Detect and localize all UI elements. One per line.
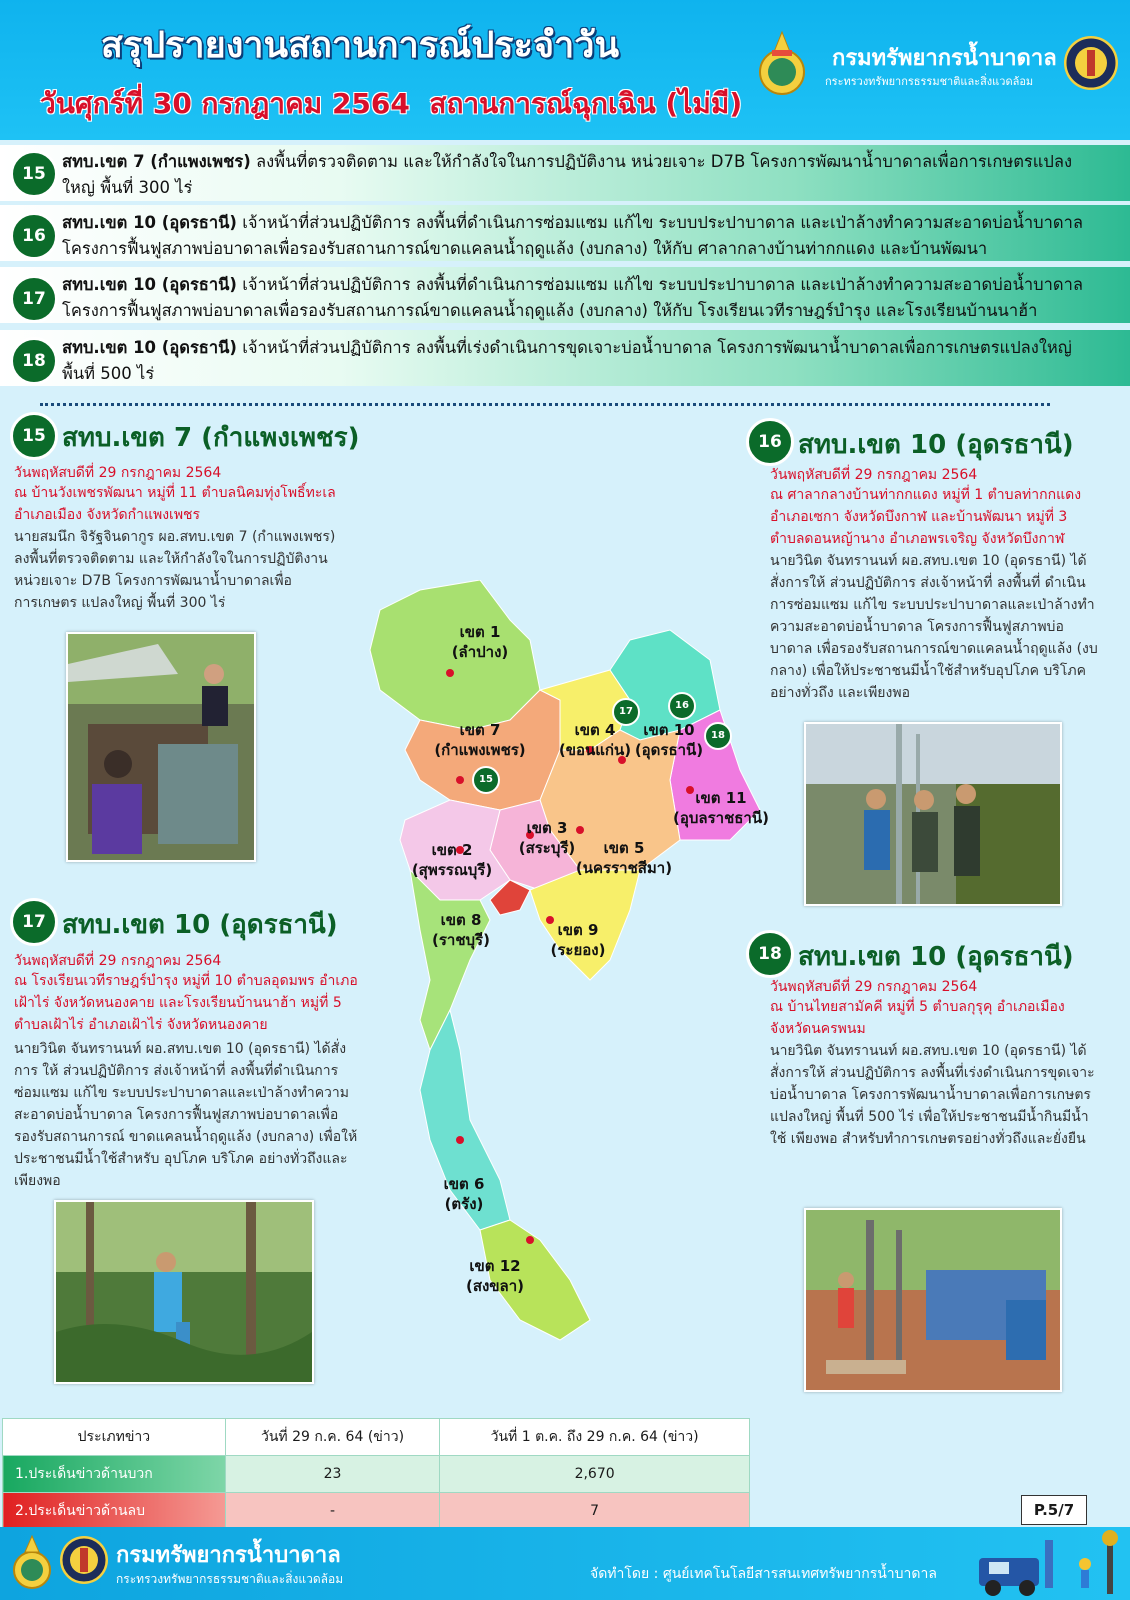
section-body: นายวินิต จันทรานนท์ ผอ.สทบ.เขต 10 (อุดรธานี) ได้สั่งการให้ ส่วนปฏิบัติการ ลงพื้นที่เร่งดำเนินการขุดเจาะ บ่อน้ำบาดาล โครงการพัฒนาน้ำบาดาลเพื่อการเกษตร แปลงใหญ่ พื้นที่ 500 ไร่ เพื่อให้ประชาชนมีน้ำกินมีน้ำใช้ เพียงพอ สำหรับทำการเกษตรอย่างทั่วถึงและยั่งยืน bbox=[770, 1043, 1095, 1147]
map-label-region-5: เขต 5 (นครราชสีมา) bbox=[575, 839, 673, 877]
section-location: ณ ศาลากลางบ้านท่ากกแดง หมู่ที่ 1 ตำบลท่ากกแดง อำเภอเซกา จังหวัดบึงกาฬ และบ้านพัฒนา หมู่ที่ 3 ตำบลดอนหญ้านาง อำเภอพรเจริญ จังหวัดบึงกาฬ bbox=[770, 487, 1082, 547]
news-detail: เจ้าหน้าที่ส่วนปฏิบัติการ ลงพื้นที่เร่งดำเนินการขุดเจาะบ่อน้ำบาดาล โครงการพัฒนาน้ำบาดาลเพื่อการเกษตรแปลงใหญ่ พื้นที่ 500 ไร่ bbox=[62, 338, 1072, 383]
map-label-region-9: เขต 9 (ระยอง) bbox=[550, 921, 606, 959]
section-badge: 15 bbox=[10, 412, 58, 460]
map-label-region-7: เขต 7 (กำแพงเพชร) bbox=[434, 721, 526, 759]
news-number-badge: 16 bbox=[10, 212, 58, 260]
news-office: สทบ.เขต 10 (อุดรธานี) bbox=[62, 213, 237, 232]
map-label-region-4: เขต 4 (ขอนแก่น) bbox=[558, 721, 632, 759]
section-17-photo bbox=[54, 1200, 314, 1384]
section-15-photo bbox=[66, 632, 256, 862]
news-number-badge: 17 bbox=[10, 275, 58, 323]
news-office: สทบ.เขต 10 (อุดรธานี) bbox=[62, 275, 237, 294]
section-title: สทบ.เขต 7 (กำแพงเพชร) bbox=[62, 423, 360, 453]
map-marker-16: 16 bbox=[668, 692, 696, 720]
section-location: ณ บ้านวังเพชรพัฒนา หมู่ที่ 11 ตำบลนิคมทุ่งโพธิ์ทะเล อำเภอเมือง จังหวัดกำแพงเพชร bbox=[14, 485, 336, 523]
thailand-region-map bbox=[360, 580, 780, 1350]
news-text bbox=[62, 335, 1102, 387]
report-title: สรุปรายงานสถานการณ์ประจำวัน bbox=[100, 25, 620, 66]
news-text bbox=[62, 272, 1102, 324]
section-title: สทบ.เขต 10 (อุดรธานี) bbox=[798, 942, 1074, 972]
map-marker-18: 18 bbox=[704, 722, 732, 750]
section-date: วันพฤหัสบดีที่ 29 กรกฎาคม 2564 bbox=[14, 465, 222, 481]
news-detail: เจ้าหน้าที่ส่วนปฏิบัติการ ลงพื้นที่ดำเนินการซ่อมแซม แก้ไข ระบบประปาบาดาล และเป่าล้างทำความสะอาดบ่อน้ำบาดาล โครงการฟื้นฟูสภาพบ่อบาดาลเพื่อรองรับสถานการณ์ขาดแคลนน้ำฤดูแล้ง (งบกลาง) ให้กับ โรงเรียนเวทีราษฎร์บำรุง และโรงเรียนบ้านนาฮ้า bbox=[62, 275, 1083, 320]
section-title: สทบ.เขต 10 (อุดรธานี) bbox=[62, 910, 338, 940]
footer-department-name: กรมทรัพยากรน้ำบาดาล bbox=[116, 1543, 341, 1568]
stats-negative-total: 7 bbox=[440, 1493, 750, 1530]
province-dot bbox=[446, 669, 454, 677]
province-dot bbox=[456, 776, 464, 784]
department-seal-icon bbox=[754, 30, 810, 96]
stats-header-day: วันที่ 29 ก.ค. 64 (ข่าว) bbox=[225, 1419, 439, 1456]
section-16-photo bbox=[804, 722, 1062, 906]
stats-positive-total: 2,670 bbox=[440, 1456, 750, 1493]
province-dot bbox=[526, 1236, 534, 1244]
report-date: วันศุกร์ที่ 30 กรกฎาคม 2564 bbox=[40, 87, 410, 120]
map-marker-17: 17 bbox=[612, 698, 640, 726]
section-body: นายวินิต จันทรานนท์ ผอ.สทบ.เขต 10 (อุดรธานี) ได้สั่งการ ให้ ส่วนปฏิบัติการ ส่งเจ้าหน้าที่ ลงพื้นที่ดำเนินการซ่อมแซม แก้ไข ระบบประปาบาดาลและเป่าล้างทำความสะอาดบ่อน้ำบาดาล โครงการฟื้นฟูสภาพบ่อบาดาลเพื่อรองรับสถานการณ์ ขาดแคลนน้ำฤดูแล้ง (งบกลาง) เพื่อให้ประชาชนมีน้ำใช้สำหรับ อุปโภค บริโภค อย่างทั่วถึงและเพียงพอ bbox=[14, 1041, 358, 1189]
stats-positive-label: 1.ประเด็นข่าวด้านบวก bbox=[3, 1456, 226, 1493]
section-date: วันพฤหัสบดีที่ 29 กรกฎาคม 2564 bbox=[770, 467, 978, 483]
news-text bbox=[62, 149, 1102, 201]
map-label-region-6: เขต 6 (ตรัง) bbox=[443, 1175, 485, 1213]
map-marker-15: 15 bbox=[472, 766, 500, 794]
section-date: วันพฤหัสบดีที่ 29 กรกฎาคม 2564 bbox=[14, 953, 222, 969]
map-label-region-10: เขต 10 (อุดรธานี) bbox=[634, 721, 704, 759]
footer-department-seal-icon bbox=[10, 1534, 54, 1592]
stats-header-total: วันที่ 1 ต.ค. ถึง 29 ก.ค. 64 (ข่าว) bbox=[440, 1419, 750, 1456]
report-date-line bbox=[40, 82, 743, 126]
section-badge: 16 bbox=[746, 418, 794, 466]
province-dot bbox=[456, 1136, 464, 1144]
map-label-region-12: เขต 12 (สงขลา) bbox=[465, 1257, 525, 1295]
map-label-region-8: เขต 8 (ราชบุรี) bbox=[432, 911, 490, 949]
section-divider bbox=[40, 403, 1050, 406]
ministry-emblem-icon bbox=[1064, 36, 1118, 90]
section-badge: 17 bbox=[10, 898, 58, 946]
footer-ministry-emblem-icon bbox=[60, 1536, 108, 1584]
section-body: นายสมนึก จิรัฐจินดากูร ผอ.สทบ.เขต 7 (กำแพงเพชร) ลงพื้นที่ตรวจติดตาม และให้กำลังใจในการปฏิบัติงาน หน่วยเจาะ D7B โครงการพัฒนาน้ำบาดาลเพื่อการเกษตร แปลงใหญ่ พื้นที่ 300 ไร่ bbox=[14, 529, 336, 611]
news-stats-table bbox=[2, 1418, 750, 1530]
section-badge: 18 bbox=[746, 930, 794, 978]
stats-positive-day: 23 bbox=[225, 1456, 439, 1493]
section-location: ณ โรงเรียนเวทีราษฎร์บำรุง หมู่ที่ 10 ตำบลอุดมพร อำเภอเฝ้าไร่ จังหวัดหนองคาย และโรงเรียนบ้านนาฮ้า หมู่ที่ 5 ตำบลเฝ้าไร่ อำเภอเฝ้าไร่ จังหวัดหนองคาย bbox=[14, 973, 358, 1033]
section-date: วันพฤหัสบดีที่ 29 กรกฎาคม 2564 bbox=[770, 979, 978, 995]
stats-header-type: ประเภทข่าว bbox=[3, 1419, 226, 1456]
emergency-status: สถานการณ์ฉุกเฉิน (ไม่มี) bbox=[429, 87, 743, 120]
section-body: นายวินิต จันทรานนท์ ผอ.สทบ.เขต 10 (อุดรธานี) ได้สั่งการให้ ส่วนปฏิบัติการ ส่งเจ้าหน้าที่ ลงพื้นที่ ดำเนินการซ่อมแซม แก้ไข ระบบประปาบาดาลและเป่าล้างทำ ความสะอาดบ่อน้ำบาดาล โครงการฟื้นฟูสภาพบ่อบาดาล เพื่อรองรับสถานการณ์ขาดแคลนน้ำฤดูแล้ง (งบกลาง) เพื่อให้ประชาชนมีน้ำใช้สำหรับอุปโภค บริโภค อย่างทั่วถึง และเพียงพอ bbox=[770, 553, 1098, 701]
section-18-photo bbox=[804, 1208, 1062, 1392]
footer-ministry-name: กระทรวงทรัพยากรธรรมชาติและสิ่งแวดล้อม bbox=[116, 1572, 344, 1586]
map-label-region-1: เขต 1 (ลำปาง) bbox=[451, 623, 509, 661]
news-office: สทบ.เขต 10 (อุดรธานี) bbox=[62, 338, 237, 357]
header-department-name: กรมทรัพยากรน้ำบาดาล bbox=[832, 46, 1057, 71]
page-number: P.5/7 bbox=[1021, 1495, 1087, 1525]
news-detail: ลงพื้นที่ตรวจติดตาม และให้กำลังใจในการปฏิบัติงาน หน่วยเจาะ D7B โครงการพัฒนาน้ำบาดาลเพื่อการเกษตรแปลงใหญ่ พื้นที่ 300 ไร่ bbox=[62, 152, 1073, 197]
map-label-region-3: เขต 3 (สระบุรี) bbox=[518, 819, 576, 857]
section-location: ณ บ้านไทยสามัคคี หมู่ที่ 5 ตำบลกุรุคุ อำเภอเมือง จังหวัดนครพนม bbox=[770, 999, 1065, 1037]
news-detail: เจ้าหน้าที่ส่วนปฏิบัติการ ลงพื้นที่ดำเนินการซ่อมแซม แก้ไข ระบบประปาบาดาล และเป่าล้างทำความสะอาดบ่อน้ำบาดาล โครงการฟื้นฟูสภาพบ่อบาดาลเพื่อรองรับสถานการณ์ขาดแคลนน้ำฤดูแล้ง (งบกลาง) ให้กับ ศาลากลางบ้านท่ากกแดง และบ้านพัฒนา bbox=[62, 213, 1083, 258]
stats-negative-label: 2.ประเด็นข่าวด้านลบ bbox=[3, 1493, 226, 1530]
news-office: สทบ.เขต 7 (กำแพงเพชร) bbox=[62, 152, 251, 171]
footer-credit: จัดทำโดย : ศูนย์เทคโนโลยีสารสนเทศทรัพยากรน้ำบาดาล bbox=[590, 1566, 937, 1582]
news-text bbox=[62, 210, 1102, 262]
map-label-region-2: เขต 2 (สุพรรณบุรี) bbox=[411, 841, 493, 879]
stats-negative-day: - bbox=[225, 1493, 439, 1530]
news-number-badge: 15 bbox=[10, 150, 58, 198]
section-title: สทบ.เขต 10 (อุดรธานี) bbox=[798, 430, 1074, 460]
drilling-truck-icon bbox=[975, 1530, 1125, 1598]
header-ministry-name: กระทรวงทรัพยากรธรรมชาติและสิ่งแวดล้อม bbox=[825, 75, 1034, 88]
map-label-region-11: เขต 11 (อุบลราชธานี) bbox=[673, 789, 769, 827]
news-number-badge: 18 bbox=[10, 337, 58, 385]
